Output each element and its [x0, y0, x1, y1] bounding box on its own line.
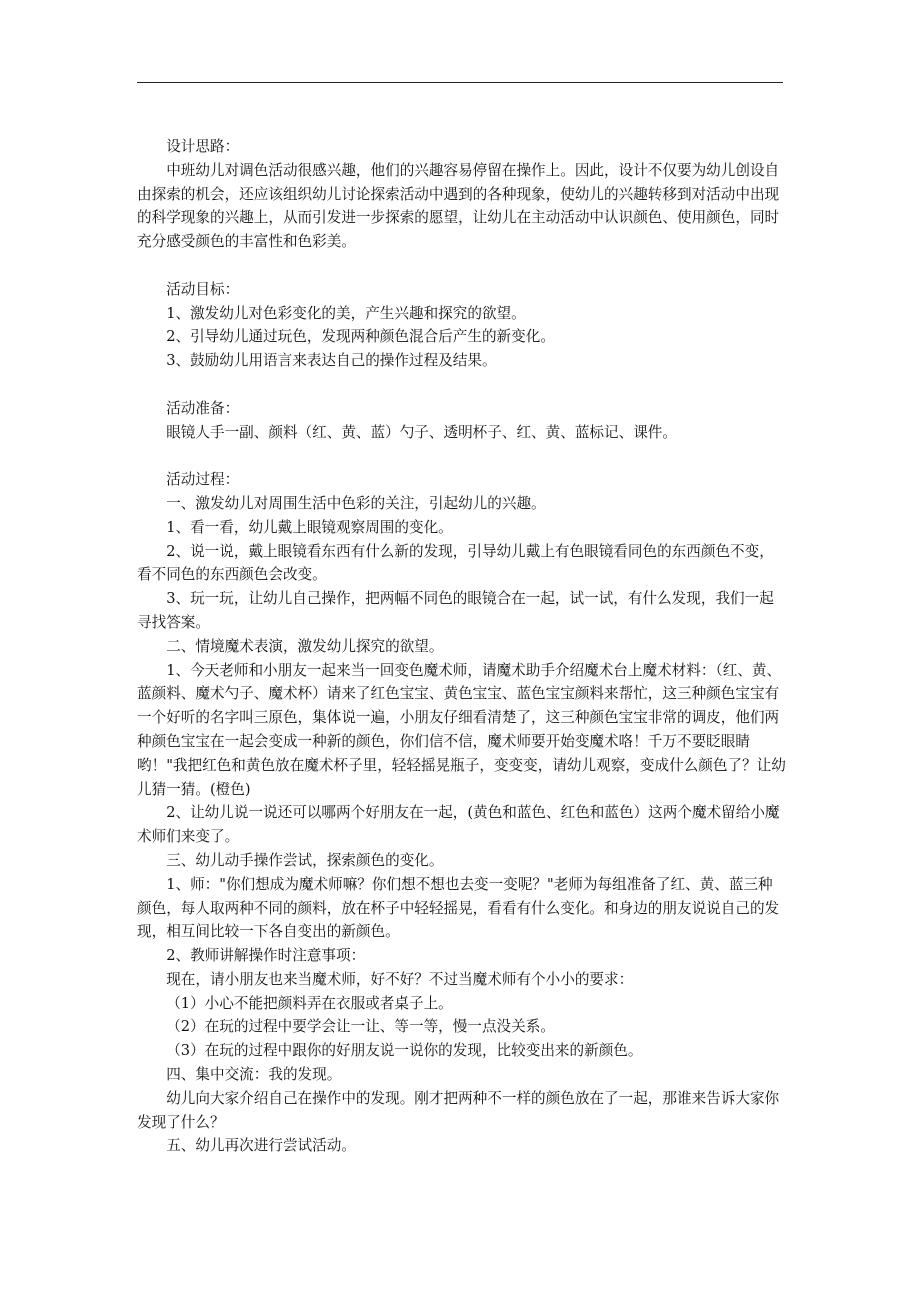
document-body — [137, 135, 787, 1158]
process-line: 3、玩一玩，让幼儿自己操作，把两幅不同色的眼镜合在一起，试一试，有什么发现，我们一起寻找答案。 — [137, 590, 774, 631]
process-line: 2、教师讲解操作时注意事项： — [166, 947, 366, 965]
prep-paragraph: 眼镜人手一副、颜料（红、黄、蓝）勺子、透明杯子、红、黄、蓝标记、课件。 — [166, 423, 677, 441]
goal-item: 3、鼓励幼儿用语言来表达自己的操作过程及结果。 — [166, 352, 497, 370]
design-paragraph: 中班幼儿对调色活动很感兴趣，他们的兴趣容易停留在操作上。因此，设计不仅要为幼儿创设自由探索的机会，还应该组织幼儿讨论探索活动中遇到的各种现象，使幼儿的兴趣转移到对活动中出现的科学现象的兴趣上，从而引发进一步探索的愿望，让幼儿在主动活动中认识颜色、使用颜色，同时充分感受颜色的丰富性和色彩美。 — [137, 161, 780, 251]
process-line: 一、激发幼儿对周围生活中色彩的关注，引起幼儿的兴趣。 — [166, 494, 546, 512]
process-line: 1、师："你们想成为魔术师嘛？你们想不想也去变一变呢？"老师为每组准备了红、黄、蓝三种颜色，每人取两种不同的颜料，放在杯子中轻轻摇晃，看看有什么变化。和身边的朋友说说自己的发现，相互间比较一下各自变出的新颜色。 — [137, 875, 780, 941]
prep-heading: 活动准备： — [166, 399, 240, 417]
header-rule — [137, 82, 783, 83]
process-line: 2、说一说，戴上眼镜看东西有什么新的发现，引导幼儿戴上有色眼镜看同色的东西颜色不变，看不同色的东西颜色会改变。 — [137, 542, 774, 584]
process-line: （2）在玩的过程中要学会让一让、等一等，慢一点没关系。 — [166, 1018, 555, 1036]
process-line: 1、看一看，幼儿戴上眼镜观察周围的变化。 — [166, 518, 453, 536]
process-line: 2、让幼儿说一说还可以哪两个好朋友在一起，(黄色和蓝色、红色和蓝色）这两个魔术留给小魔术师们来变了。 — [137, 804, 780, 846]
process-line: 幼儿向大家介绍自己在操作中的发现。刚才把两种不一样的颜色放在了一起，那谁来告诉大家你发现了什么？ — [137, 1089, 780, 1131]
process-line: （3）在玩的过程中跟你的好朋友说一说你的发现，比较变出来的新颜色。 — [166, 1042, 643, 1060]
process-line: 四、集中交流：我的发现。 — [166, 1066, 342, 1084]
process-line: 二、情境魔术表演，激发幼儿探究的欲望。 — [166, 637, 444, 655]
design-heading: 设计思路： — [166, 138, 240, 155]
process-heading: 活动过程： — [166, 471, 240, 489]
spacer — [137, 373, 787, 397]
goals-heading: 活动目标： — [166, 280, 240, 298]
process-line: 五、幼儿再次进行尝试活动。 — [166, 1137, 356, 1155]
spacer — [137, 444, 787, 468]
process-line: 1、今天老师和小朋友一起来当一回变色魔术师，请魔术助手介绍魔术台上魔术材料：（红、黄、蓝颜料、魔术勺子、魔术杯）请来了红色宝宝、黄色宝宝、蓝色宝宝颜料来帮忙，这三种颜色宝宝有一个好听的名字叫三原色，集体说一遍，小朋友仔细看清楚了，这三种颜色宝宝非常的调皮，他们两种颜色宝宝在一起会变成一种新的颜色，你们信不信，魔术师要开始变魔术咯！千万不要眨眼睛哟！"我把红色和黄色放在魔术杯子里，轻轻摇晃瓶子，变变变，请幼儿观察，变成什么颜色了？让幼儿猜一猜。(橙色) — [137, 661, 786, 798]
process-line: 现在，请小朋友也来当魔术师，好不好？不过当魔术师有个小小的要求： — [166, 970, 634, 988]
process-line: 三、幼儿动手操作尝试，探索颜色的变化。 — [166, 851, 444, 869]
goal-item: 2、引导幼儿通过玩色，发现两种颜色混合后产生的新变化。 — [166, 328, 555, 346]
process-line: （1）小心不能把颜料弄在衣服或者桌子上。 — [166, 994, 453, 1012]
spacer — [137, 254, 787, 278]
goal-item: 1、激发幼儿对色彩变化的美，产生兴趣和探究的欲望。 — [166, 304, 526, 322]
